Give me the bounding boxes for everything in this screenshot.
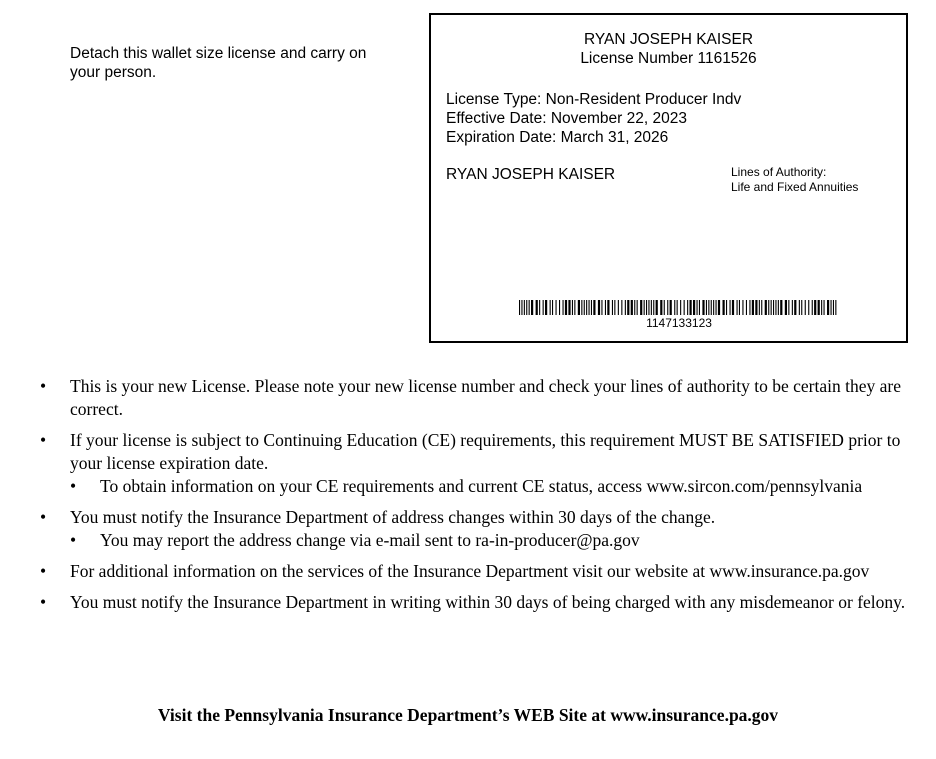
lines-of-authority-label: Lines of Authority: xyxy=(731,165,827,179)
notice-subtext: You may report the address change via e-mail sent to ra-in-producer@pa.gov xyxy=(100,530,640,550)
notice-item xyxy=(40,506,910,552)
notice-sublist xyxy=(70,529,910,552)
license-number: License Number 1161526 xyxy=(580,50,757,67)
barcode xyxy=(519,300,839,315)
notice-text: This is your new License. Please note your new license number and check your lines of authority to be certain they are correct. xyxy=(70,376,901,419)
notice-text: If your license is subject to Continuing Education (CE) requirements, this requirement MUST BE SATISFIED prior to your license expiration date. xyxy=(70,430,901,473)
notice-item xyxy=(40,591,910,614)
notice-sublist xyxy=(70,475,910,498)
notice-text: For additional information on the services of the Insurance Department visit our website at www.insurance.pa.gov xyxy=(70,561,870,581)
barcode-block xyxy=(519,300,839,330)
notice-text: You must notify the Insurance Department in writing within 30 days of being charged with any misdemeanor or felony. xyxy=(70,592,906,612)
card-header xyxy=(431,30,906,68)
licensee-name: RYAN JOSEPH KAISER xyxy=(583,31,754,48)
lines-of-authority xyxy=(731,165,858,195)
lines-of-authority-value: Life and Fixed Annuities xyxy=(731,180,859,194)
notice-subitem xyxy=(70,529,910,552)
notice-item xyxy=(40,429,910,498)
expiration-date: Expiration Date: March 31, 2026 xyxy=(446,129,669,146)
notice-item xyxy=(40,375,910,421)
holder-name: RYAN JOSEPH KAISER xyxy=(446,166,616,183)
notice-item xyxy=(40,560,910,583)
footer-website-note: Visit the Pennsylvania Insurance Department’s WEB Site at www.insurance.pa.gov xyxy=(157,705,779,725)
notice-subtext: To obtain information on your CE requirements and current CE status, access www.sircon.com/pennsylvania xyxy=(100,476,863,496)
license-type: License Type: Non-Resident Producer Indv xyxy=(446,91,742,108)
effective-date: Effective Date: November 22, 2023 xyxy=(446,110,687,127)
notice-list xyxy=(40,375,910,622)
license-details xyxy=(446,90,741,147)
wallet-license-card xyxy=(429,13,908,343)
notice-text: You must notify the Insurance Department of address changes within 30 days of the change. xyxy=(70,507,716,527)
barcode-number: 1147133123 xyxy=(646,316,712,330)
detach-instruction: Detach this wallet size license and carry on your person. xyxy=(70,45,367,81)
notice-subitem xyxy=(70,475,910,498)
